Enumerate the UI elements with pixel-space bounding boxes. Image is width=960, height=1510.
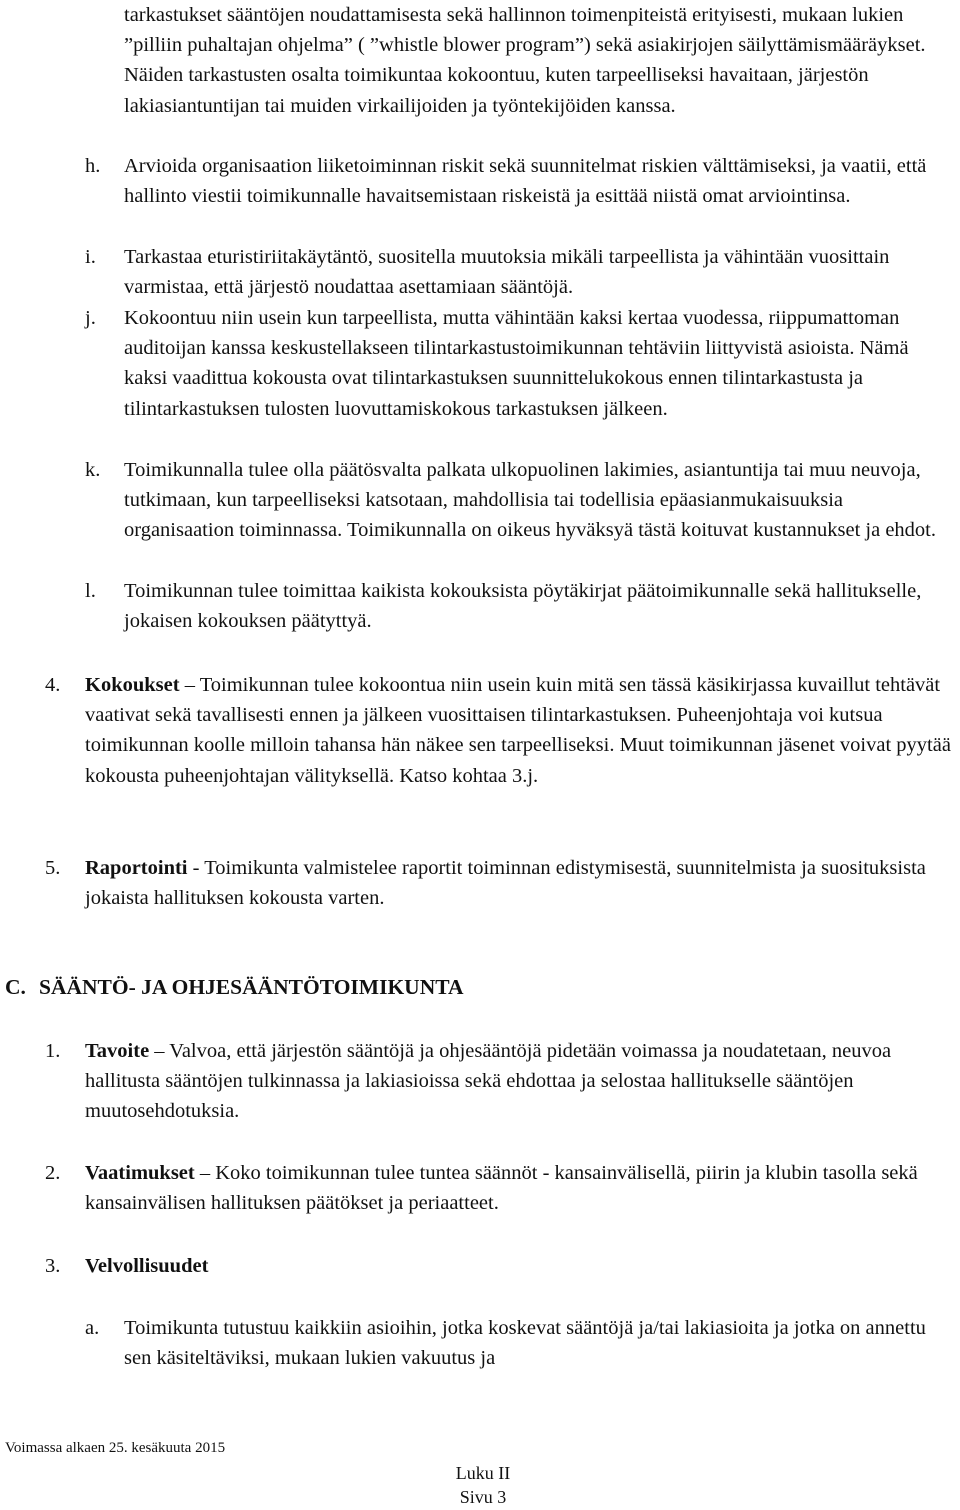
list-item-k xyxy=(85,455,955,546)
item-heading: Vaatimukset xyxy=(85,1162,195,1184)
item-label: l. xyxy=(85,580,96,602)
item-text: Arvioida organisaation liiketoiminnan riskit sekä suunnitelmat riskien välttämiseksi, ja vaatii, että hallinto viestii toimikunnalle havaitsemistaan riskeistä ja esittää niistä omat arviointinsa. xyxy=(124,155,927,208)
item-text: – Koko toimikunnan tulee tuntea säännöt - kansainvälisellä, piirin ja klubin tasolla sekä kansainvälisen hallituksen päätökset ja periaatteet. xyxy=(85,1162,918,1215)
section-label: C. xyxy=(5,975,26,999)
numbered-item-tavoite xyxy=(45,1036,955,1127)
item-label: a. xyxy=(85,1317,100,1339)
item-label: k. xyxy=(85,459,101,481)
numbered-item-raportointi xyxy=(45,853,955,913)
list-item-i xyxy=(85,242,955,302)
item-number: 2. xyxy=(45,1162,61,1184)
item-text: Kokoontuu niin usein kun tarpeellista, mutta vähintään kaksi kertaa vuodessa, riippumattoman auditoijan kanssa keskustellakseen tilintarkastustoimikunnan tehtäviin liittyvistä asioista. Nämä kaksi vaadittua kokousta ovat tilintarkastuksen suunnittelukokous ennen tilintarkastusta ja tilintarkastuksen tulosten luovuttamiskokous tarkastuksen jälkeen. xyxy=(124,307,909,420)
item-label: h. xyxy=(85,155,101,177)
item-label: i. xyxy=(85,246,96,268)
item-text: Toimikunta tutustuu kaikkiin asioihin, jotka koskevat sääntöjä ja/tai lakiasioita ja jotka on annettu sen käsiteltäviksi, mukaan lukien vakuutus ja xyxy=(124,1317,926,1370)
item-text: Toimikunnalla tulee olla päätösvalta palkata ulkopuolinen lakimies, asiantuntija tai muu neuvoja, tutkimaan, kun tarpeelliseksi katsotaan, mahdollisia tai todellisia epäasianmukaisuuksia organisaation toiminnassa. Toimikunnalla on oikeus hyväksyä tästä koituvat kustannukset ja ehdot. xyxy=(124,459,936,542)
item-heading: Raportointi xyxy=(85,857,188,879)
item-text: Toimikunnan tulee toimittaa kaikista kokouksista pöytäkirjat päätoimikunnalle sekä hallitukselle, jokaisen kokouksen päätyttyä. xyxy=(124,580,922,633)
numbered-item-kokoukset xyxy=(45,670,955,791)
item-text: - Toimikunta valmistelee raportit toiminnan edistymisestä, suunnitelmista ja suosituksista jokaista hallituksen kokousta varten. xyxy=(85,857,926,910)
item-number: 3. xyxy=(45,1255,61,1277)
item-number: 4. xyxy=(45,674,61,696)
continued-paragraph: tarkastukset sääntöjen noudattamisesta sekä hallinnon toimenpiteistä erityisesti, mukaan lukien ”pilliin puhaltajan ohjelma” ( ”whistle blower program”) sekä asiakirjojen säilyttämismääräykset. Näiden tarkastusten osalta toimikuntaa kokoontuu, kuten tarpeelliseksi havaitaan, järjestön lakiasiantuntijan tai muiden virkailijoiden ja työntekijöiden kanssa. xyxy=(124,4,926,117)
item-text: – Toimikunnan tulee kokoontua niin usein kuin mitä sen tässä käsikirjassa kuvaillut tehtävät vaativat sekä tavallisesti ennen ja jälkeen vuosittaisen tilintarkastuksen. Puheenjohtaja voi kutsua toimikunnan koolle milloin tahansa hän näkee sen tarpeelliseksi. Muut toimikunnan jäsenet voivat pyytää kokousta puheenjohtajan välityksellä. Katso kohtaa 3.j. xyxy=(85,674,951,787)
item-text: Tarkastaa eturistiriitakäytäntö, suositella muutoksia mikäli tarpeellista ja vähintään vuosittain varmistaa, että järjestö noudattaa asettamiaan sääntöjä. xyxy=(124,246,890,299)
item-heading: Tavoite xyxy=(85,1040,150,1062)
list-item-h xyxy=(85,151,955,211)
item-label: j. xyxy=(85,307,96,329)
section-title: SÄÄNTÖ- JA OHJESÄÄNTÖTOIMIKUNTA xyxy=(39,975,464,999)
list-item-l xyxy=(85,576,955,636)
footer-page-number: Sivu 3 xyxy=(459,1487,507,1507)
item-heading: Kokoukset xyxy=(85,674,180,696)
footer-effective-date: Voimassa alkaen 25. kesäkuuta 2015 xyxy=(5,1440,226,1456)
list-item-a xyxy=(85,1313,955,1373)
item-heading: Velvollisuudet xyxy=(85,1255,209,1277)
item-number: 5. xyxy=(45,857,61,879)
footer-chapter: Luku II xyxy=(455,1463,511,1483)
list-item-j xyxy=(85,303,955,424)
item-number: 1. xyxy=(45,1040,61,1062)
numbered-item-vaatimukset xyxy=(45,1158,955,1218)
item-text: – Valvoa, että järjestön sääntöjä ja ohjesääntöjä pidetään voimassa ja noudatetaan, neuvoa hallitusta sääntöjen tulkinnassa ja lakiasioissa sekä ehdottaa ja selostaa hallitukselle sääntöjen muutosehdotuksia. xyxy=(85,1040,892,1123)
section-heading xyxy=(5,975,464,1000)
numbered-item-velvollisuudet xyxy=(45,1251,955,1281)
